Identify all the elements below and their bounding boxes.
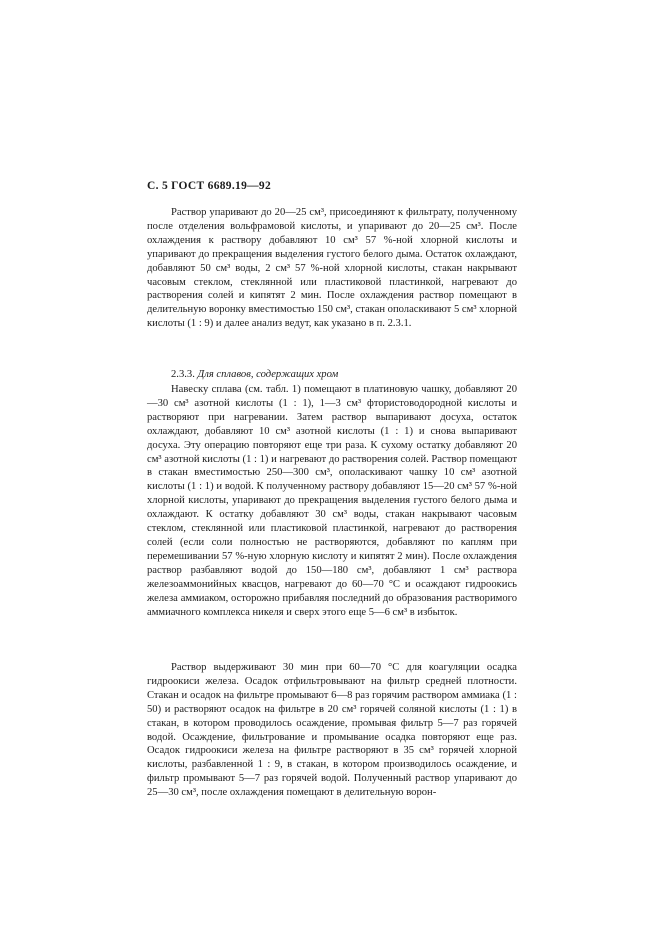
- paragraph-text: Навеску сплава (см. табл. 1) помещают в платиновую чашку, добавляют 20—30 см³ азотной кислоты (1 : 1), 1—3 см³ фтористоводородной кислоты и растворяют при нагревании. Затем раствор выпаривают досуха, остаток охлаждают, добавляют 10 см³ азотной кислоты (1 : 1) и снова выпаривают досуха. Эту операцию повторяют еще три раза. К сухому остатку добавляют 20 см³ азотной кислоты (1 : 1) и нагревают до растворения солей. Раствор помещают в стакан вместимостью 250—300 см³, ополаскивают чашку 10 см³ азотной кислоты (1 : 1) и водой. К полученному раствору добавляют 15—20 см³ 57 %-ной хлорной кислоты, упаривают до прекращения выделения густого белого дыма и охлаждают. К остатку добавляют 30 см³ воды, стакан накрывают часовым стеклом, стеклянной или пластиковой пластинкой, нагревают до растворения солей (если соли полностью не растворяются, добавляют по каплям при перемешивании 57 %-ную хлорную кислоту и кипятят 2 мин). После охлаждения раствор разбавляют водой до 150—180 см³, добавляют 1 см³ раствора железоаммонийных квасцов, нагревают до 60—70 °С и осаждают гидроокись железа аммиаком, осторожно прибавляя последний до образования растворимого аммиачного комплекса никеля и сверх этого еще 5—6 см³ в избыток.: [147, 384, 517, 618]
- page-header: С. 5 ГОСТ 6689.19—92: [147, 180, 272, 192]
- paragraph-text: Раствор упаривают до 20—25 см³, присоединяют к фильтрату, полученному после отделения вольфрамовой кислоты, и упаривают до 20—25 см³. После охлаждения к раствору добавляют 10 см³ 57 %-ной хлорной кислоты и упаривают до прекращения выделения густого белого дыма. Остаток охлаждают, добавляют 50 см³ воды, 2 см³ 57 %-ной хлорной кислоты, стакан накрывают часовым стеклом, стеклянной или пластиковой пластинкой, нагревают до растворения солей и кипятят 2 мин. После охлаждения раствор помещают в делительную воронку вместимостью 150 см³, стакан ополаскивают 5 см³ хлорной кислоты (1 : 9) и далее анализ ведут, как указано в п. 2.3.1.: [147, 207, 517, 330]
- section-number: 2.3.3.: [171, 369, 195, 380]
- paragraph-text: Раствор выдерживают 30 мин при 60—70 °С для коагуляции осадка гидроокиси железа. Осадок отфильтровывают на фильтр средней плотности. Стакан и осадок на фильтре промывают 6—8 раз горячим раствором аммиака (1 : 50) и растворяют осадок на фильтре в 20 см³ горячей соляной кислоты (1 : 1) в стакан, в котором проводилось осаждение, промывая фильтр 5—7 раз горячей водой. Осаждение, фильтрование и промывание осадка повторяют еще раз. Осадок гидроокиси железа на фильтре растворяют в 35 см³ горячей хлорной кислоты, разбавленной 1 : 9, в стакан, в котором производилось осаждение, и фильтр промывают 5—7 раз горячей водой. Полученный раствор упаривают до 25—30 см³, после охлаждения помещают в делительную ворон-: [147, 662, 517, 799]
- paragraph-chromium-alloys: [147, 383, 517, 619]
- paragraph-evaporation: [147, 206, 517, 331]
- section-heading: [147, 368, 517, 382]
- paragraph-coagulation: [147, 661, 517, 800]
- section-title: Для сплавов, содержащих хром: [197, 369, 339, 380]
